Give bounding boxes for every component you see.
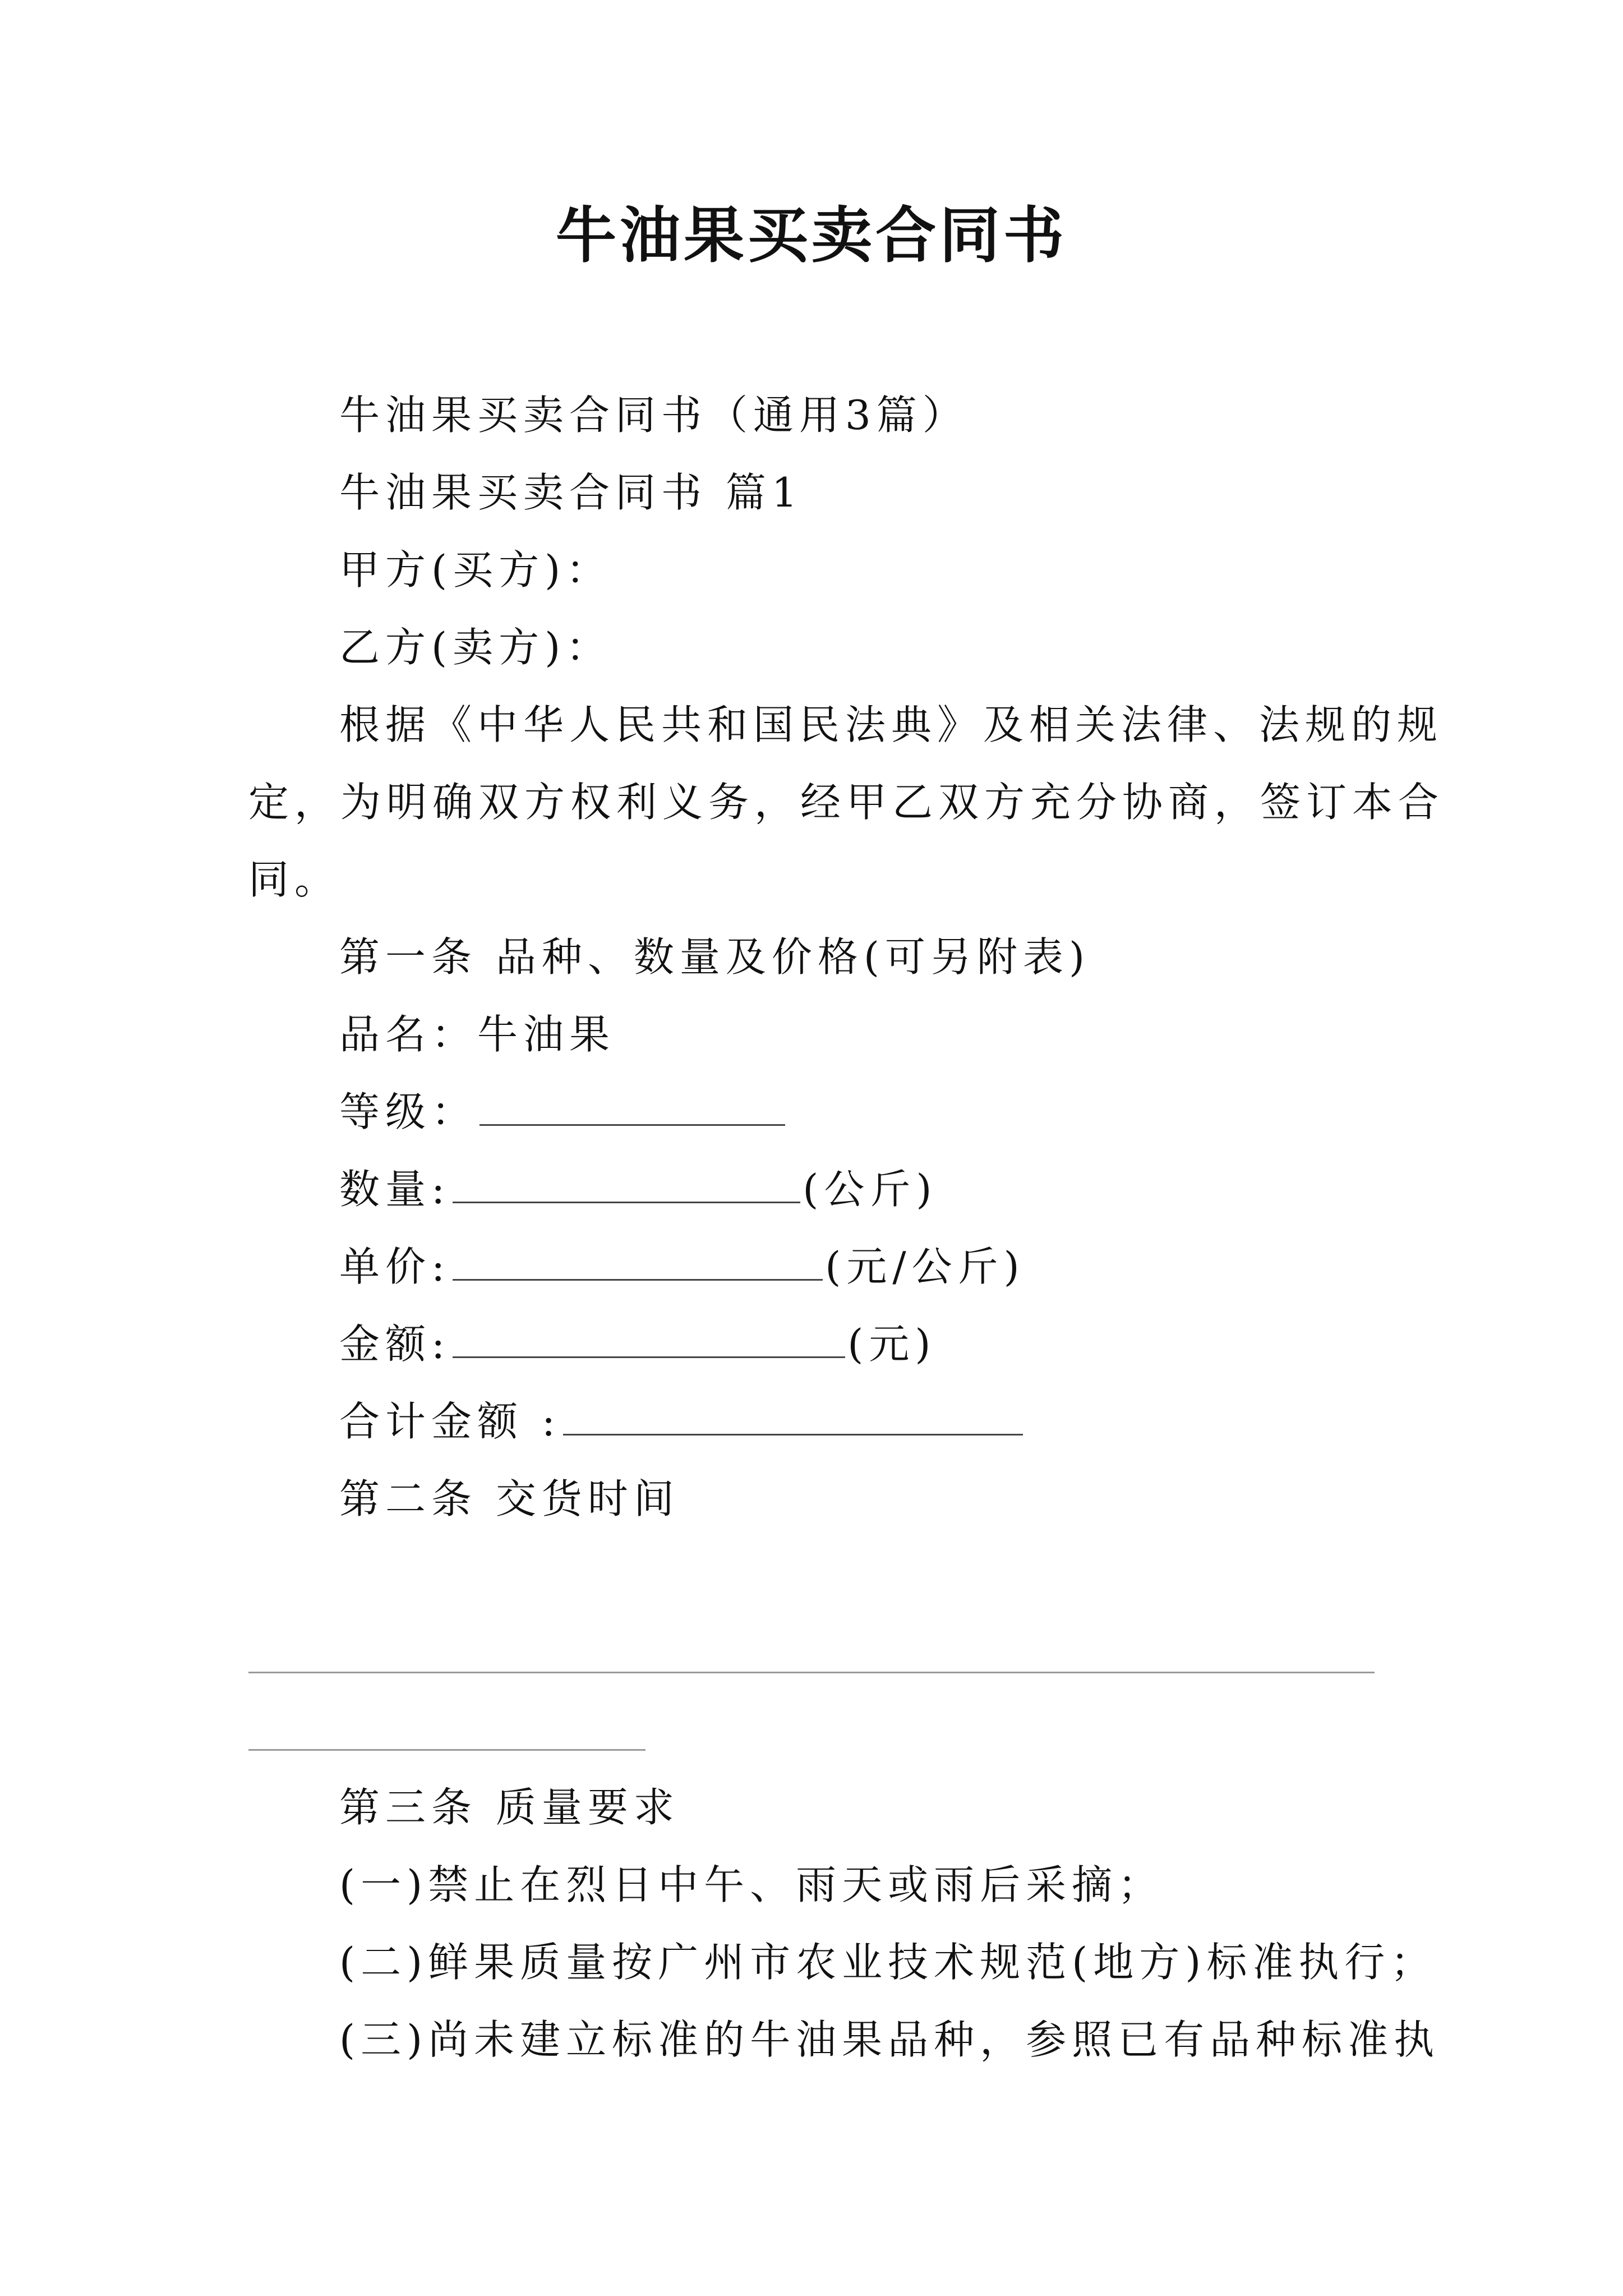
document-title: 牛油果买卖合同书 [555,200,1067,271]
product-name-line: 品名：牛油果 [339,1011,616,1058]
quantity-line [339,1161,937,1217]
quantity-blank [453,1167,800,1203]
party-b-label: 乙方(卖方)： [339,624,612,671]
quantity-unit: (公斤) [803,1166,938,1213]
article-2-heading: 第二条 交货时间 [339,1475,680,1522]
grade-line [339,1084,787,1140]
amount-label: 金额: [339,1320,451,1368]
intro-paragraph-line: 同。 [248,856,341,903]
grade-label: 等级： [339,1088,478,1135]
document-subtitle: 牛油果买卖合同书（通用3篇） [339,392,969,439]
party-a-label: 甲方(买方)： [339,546,612,593]
unit-price-unit: (元/公斤) [825,1243,1025,1290]
section-heading: 牛油果买卖合同书 篇1 [339,469,803,516]
total-amount-line [339,1393,1025,1450]
intro-paragraph-line: 定，为明确双方权利义务，经甲乙双方充分协商，签订本合 [248,779,1445,826]
unit-price-blank [453,1244,823,1281]
quality-item: (一)禁止在烈日中午、雨天或雨后采摘； [339,1861,1164,1908]
quantity-label: 数量: [339,1166,451,1213]
quality-item: (二)鲜果质量按广州市农业技术规范(地方)标准执行； [339,1939,1437,1986]
total-amount-label: 合计金额 : [339,1398,561,1445]
amount-unit: (元) [847,1320,937,1368]
delivery-time-blank-line [248,1749,645,1751]
grade-blank [479,1089,785,1126]
quality-item: (三)尚未建立标准的牛油果品种，参照已有品种标准执 [339,2016,1440,2063]
delivery-time-blank-line [248,1672,1375,1673]
unit-price-label: 单价: [339,1243,451,1290]
intro-paragraph-line: 根据《中华人民共和国民法典》及相关法律、法规的规 [339,701,1444,748]
amount-blank [453,1322,845,1358]
total-amount-blank [563,1399,1023,1435]
article-3-heading: 第三条 质量要求 [339,1784,680,1831]
unit-price-line [339,1239,1025,1295]
amount-line [339,1316,936,1372]
article-1-heading: 第一条 品种、数量及价格(可另附表) [339,933,1091,981]
